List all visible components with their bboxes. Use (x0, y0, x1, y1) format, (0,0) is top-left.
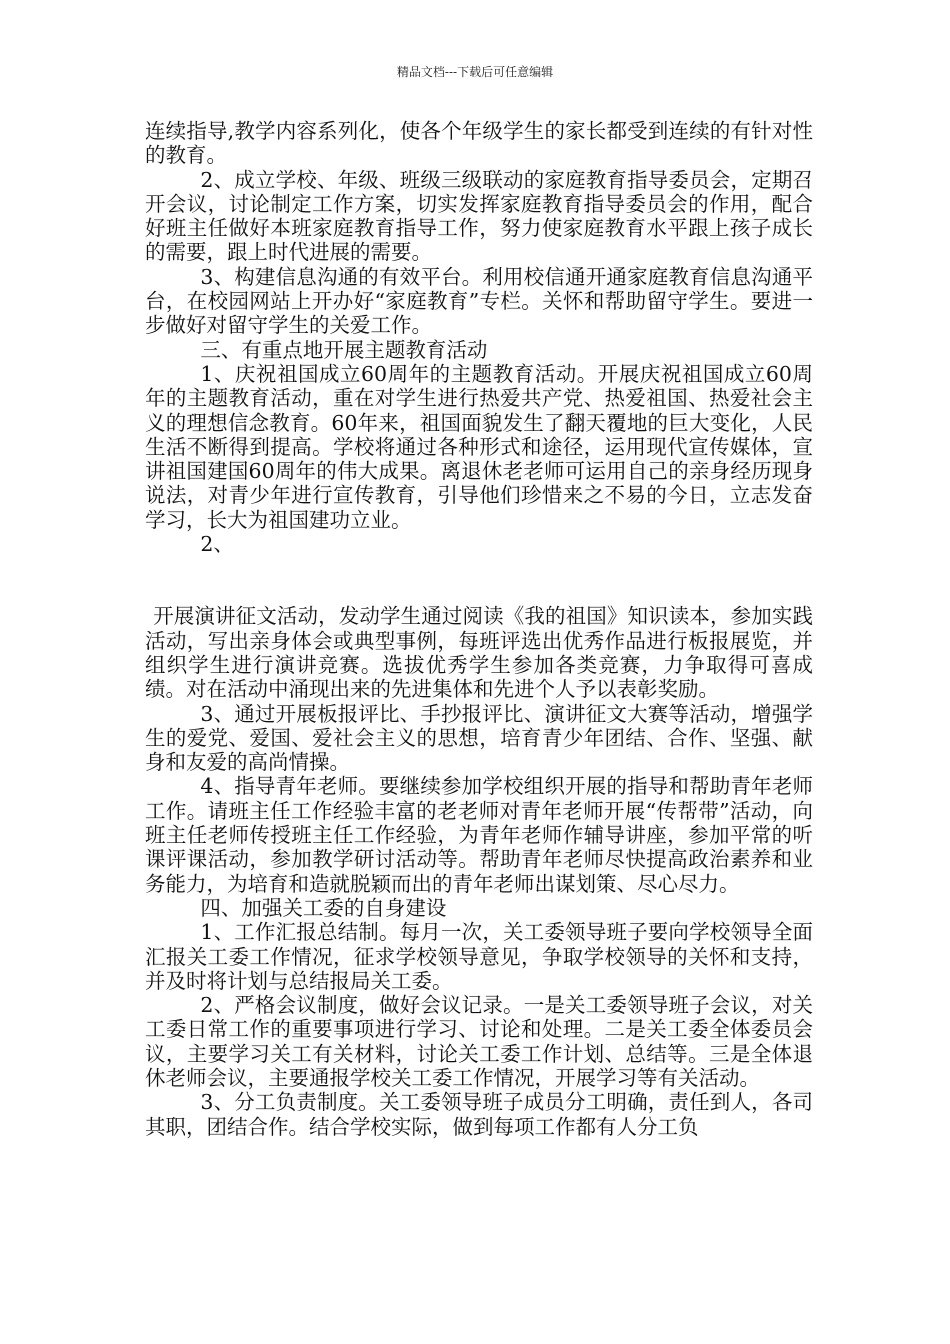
paragraph: 2、成立学校、年级、班级三级联动的家庭教育指导委员会，定期召开会议，讨论制定工作方案，切实发挥家庭教育指导委员会的作用，配合好班主任做好本班家庭教育指导工作，努力使家庭教育水平跟上孩子成长的需要，跟上时代进展的需要。 (145, 167, 813, 265)
document-body (145, 119, 813, 1139)
paragraph: 4、指导青年老师。要继续参加学校组织开展的指导和帮助青年老师工作。请班主任工作经验丰富的老老师对青年老师开展“传帮带”活动，向班主任老师传授班主任工作经验，为青年老师作辅导讲座，参加平常的听课评课活动，参加教学研讨活动等。帮助青年老师尽快提高政治素养和业务能力，为培育和造就脱颖而出的青年老师出谋划策、尽心尽力。 (145, 774, 813, 896)
page-header: 精品文档---下载后可任意编辑 (396, 65, 554, 79)
paragraph: 3、通过开展板报评比、手抄报评比、演讲征文大赛等活动，增强学生的爱党、爱国、爱社会主义的思想，培育青少年团结、合作、坚强、献身和友爱的高尚情操。 (145, 701, 813, 775)
paragraph: 3、构建信息沟通的有效平台。利用校信通开通家庭教育信息沟通平台，在校园网站上开办好“家庭教育”专栏。关怀和帮助留守学生。要进一步做好对留守学生的关爱工作。 (145, 264, 813, 338)
paragraph: 连续指导,教学内容系列化，使各个年级学生的家长都受到连续的有针对性的教育。 (145, 119, 813, 168)
paragraph: 开展演讲征文活动，发动学生通过阅读《我的祖国》知识读本，参加实践活动，写出亲身体会或典型事例，每班评选出优秀作品进行板报展览，并组织学生进行演讲竞赛。选拔优秀学生参加各类竞赛，力争取得可喜成绩。对在活动中涌现出来的先进集体和先进个人予以表彰奖励。 (145, 604, 813, 702)
paragraph: 2、严格会议制度，做好会议记录。一是关工委领导班子会议，对关工委日常工作的重要事项进行学习、讨论和处理。二是关工委全体委员会议，主要学习关工有关材料，讨论关工委工作计划、总结等。三是全体退休老师会议，主要通报学校关工委工作情况，开展学习等有关活动。 (145, 993, 813, 1090)
paragraph: 1、庆祝祖国成立60周年的主题教育活动。开展庆祝祖国成立60周年的主题教育活动，重在对学生进行热爱共产党、热爱祖国、热爱社会主义的理想信念教育。60年来，祖国面貌发生了翻天覆地的巨大变化，人民生活不断得到提高。学校将通过各种形式和途径，运用现代宣传媒体，宣讲祖国建国60周年的伟大成果。离退休老老师可运用自己的亲身经历现身说法，对青少年进行宣传教育，引导他们珍惜来之不易的今日，立志发奋学习，长大为祖国建功立业。 (145, 361, 813, 532)
section-heading: 四、加强关工委的自身建设 (200, 895, 447, 920)
paragraph: 3、分工负责制度。关工委领导班子成员分工明确，责任到人，各司其职，团结合作。结合学校实际，做到每项工作都有人分工负 (145, 1090, 813, 1139)
blank-gap (145, 556, 813, 604)
paragraph: 2、 (200, 532, 234, 557)
paragraph: 1、工作汇报总结制。每月一次，关工委领导班子要向学校领导全面汇报关工委工作情况，征求学校领导意见，争取学校领导的关怀和支持，并及时将计划与总结报局关工委。 (145, 920, 813, 993)
section-heading: 三、有重点地开展主题教育活动 (200, 337, 488, 362)
